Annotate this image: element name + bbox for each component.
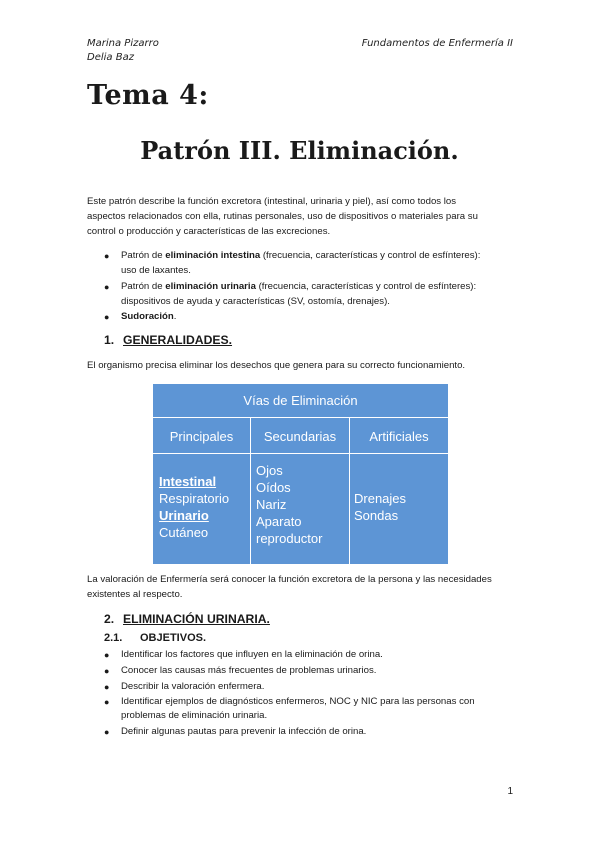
table-header-artificiales: Artificiales	[369, 429, 429, 444]
table-cell-aparato: Aparato	[256, 514, 302, 529]
table-header-principales: Principales	[169, 429, 234, 444]
table-title: Vías de Eliminación	[243, 393, 358, 408]
bullet-icon: ●	[104, 682, 110, 692]
table-divider	[153, 453, 448, 454]
table-cell-oidos: Oídos	[256, 480, 291, 495]
page-number: 1	[507, 786, 513, 797]
section-1-number: 1.	[104, 333, 115, 347]
objective-item: Describir la valoración enfermera.	[121, 681, 265, 692]
table-cell-ojos: Ojos	[256, 463, 283, 478]
table-cell-drenajes: Drenajes	[354, 491, 407, 506]
page-subtitle: Patrón III. Eliminación.	[140, 136, 459, 165]
table-cell-urinario: Urinario	[159, 508, 209, 523]
pattern-item-urinaria: Patrón de eliminación urinaria (frecuencia, características y control de esfínteres):	[121, 281, 477, 292]
objective-item: Identificar los factores que influyen en la eliminación de orina.	[121, 649, 383, 660]
section-1-text: El organismo precisa eliminar los desechos que genera para su correcto funcionamiento.	[87, 360, 466, 371]
bullet-icon: ●	[104, 697, 110, 707]
bullet-icon: ●	[104, 666, 110, 676]
objective-item: Definir algunas pautas para prevenir la infección de orina.	[121, 726, 367, 737]
table-cell-intestinal: Intestinal	[159, 474, 217, 489]
table-cell-cutaneo: Cutáneo	[159, 525, 209, 540]
pattern-item-urinaria-cont: dispositivos de ayuda y características (SV, ostomía, drenajes).	[121, 296, 390, 307]
pattern-item-intestinal: Patrón de eliminación intestina (frecuencia, características y control de esfínteres):	[121, 250, 481, 261]
pattern-item-sudoracion: Sudoración.	[121, 311, 177, 322]
valoracion-line-1: La valoración de Enfermería será conocer la función excretora de la persona y las necesidades	[87, 574, 492, 585]
bullet-icon: ●	[104, 727, 110, 737]
valoracion-line-2: existentes al respecto.	[87, 589, 183, 600]
intro-line-3: control o producción y características de las excreciones.	[87, 226, 331, 237]
objective-item: Identificar ejemplos de diagnósticos enfermeros, NOC y NIC para las personas con	[121, 696, 475, 707]
table-cell-sondas: Sondas	[354, 508, 399, 523]
pattern-item-intestinal-cont: uso de laxantes.	[121, 265, 191, 276]
table-cell-nariz: Nariz	[256, 497, 287, 512]
bullet-icon: ●	[104, 251, 110, 261]
elimination-routes-table	[153, 384, 448, 564]
section-2-number: 2.	[104, 612, 115, 626]
header-author-1: Marina Pizarro	[87, 38, 159, 49]
intro-line-2: aspectos relacionados con ella, rutinas personales, uso de dispositivos o materiales para su	[87, 211, 478, 222]
header-author-2: Delia Baz	[87, 52, 134, 63]
bullet-icon: ●	[104, 650, 110, 660]
objective-item-cont: problemas de eliminación urinaria.	[121, 710, 268, 721]
section-2-title: ELIMINACIÓN URINARIA.	[123, 612, 270, 626]
bullet-icon: ●	[104, 312, 110, 322]
table-cell-reproductor: reproductor	[256, 531, 323, 546]
subsection-number: 2.1.	[104, 632, 123, 644]
bullet-icon: ●	[104, 282, 110, 292]
intro-line-1: Este patrón describe la función excretora (intestinal, urinaria y piel), así como todos los	[87, 196, 457, 207]
table-cell-respiratorio: Respiratorio	[159, 491, 230, 506]
subsection-title: OBJETIVOS.	[140, 632, 207, 644]
header-course: Fundamentos de Enfermería II	[361, 38, 513, 49]
table-header-secundarias: Secundarias	[263, 429, 337, 444]
table-divider	[153, 417, 448, 418]
objective-item: Conocer las causas más frecuentes de problemas urinarios.	[121, 665, 377, 676]
section-1-title: GENERALIDADES.	[123, 333, 233, 347]
page-title: Tema 4:	[87, 80, 209, 111]
